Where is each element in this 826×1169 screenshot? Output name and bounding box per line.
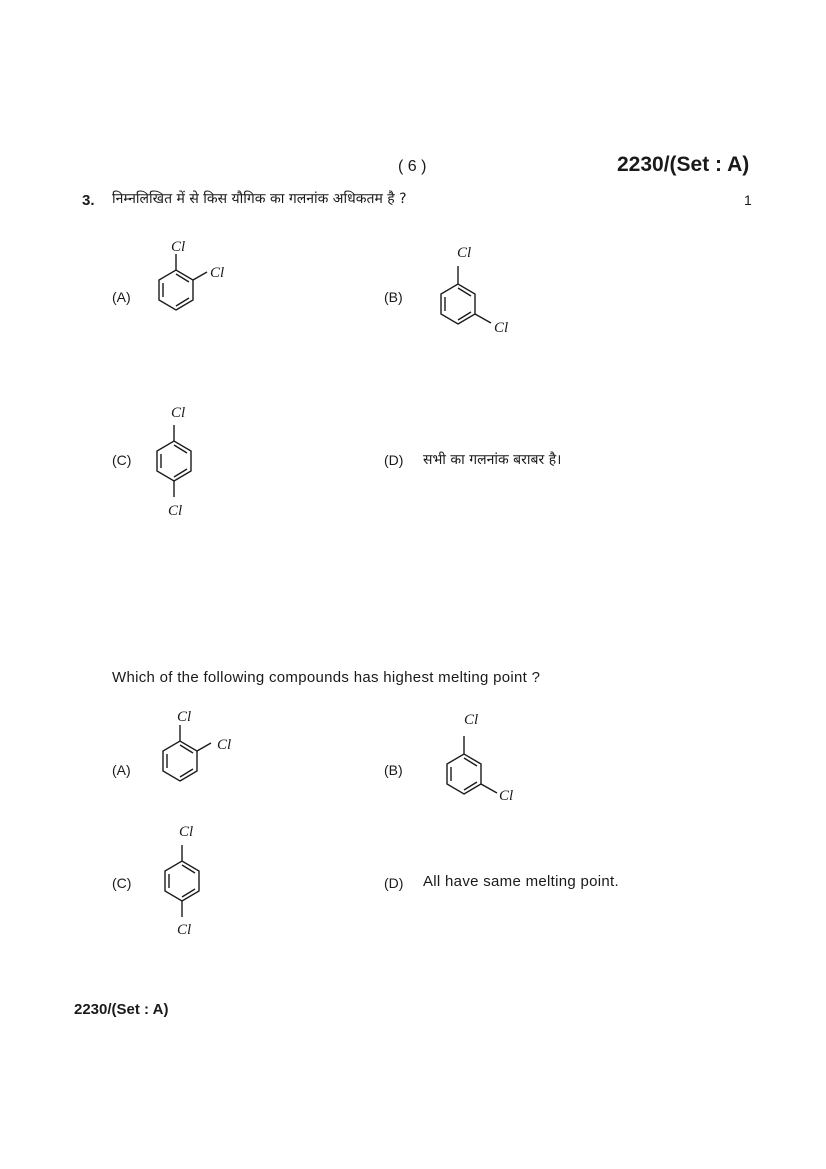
cl-label: Cl [499,788,514,804]
english-option-c-label: (C) [112,875,132,891]
cl-label: Cl [210,265,225,281]
english-option-a-label: (A) [112,762,131,778]
cl-label: Cl [494,320,509,336]
cl-label: Cl [179,824,194,840]
set-code-header: 2230/(Set : A) [617,153,750,176]
hindi-option-a-label: (A) [112,289,131,305]
cl-label: Cl [168,503,183,519]
english-option-d-text: All have same melting point. [423,873,619,890]
question-marks: 1 [744,192,752,208]
hindi-option-b-label: (B) [384,289,403,305]
english-option-d-label: (D) [384,875,404,891]
page-number: ( 6 ) [398,158,427,175]
english-option-b-label: (B) [384,762,403,778]
cl-label: Cl [177,709,192,725]
hindi-option-d-label: (D) [384,452,404,468]
hindi-option-d-text: सभी का गलनांक बराबर है। [423,452,562,468]
cl-label: Cl [457,245,472,261]
cl-label: Cl [464,712,479,728]
cl-label: Cl [171,239,186,255]
cl-label: Cl [217,737,232,753]
english-option-b-meta-dichlorobenzene [426,710,536,810]
english-option-c-para-dichlorobenzene [148,820,238,944]
question-text-hindi: निम्नलिखित में से किस यौगिक का गलनांक अधिकतम है ? [112,191,407,207]
cl-label: Cl [177,922,192,938]
english-option-a-ortho-dichlorobenzene [144,707,254,797]
cl-label: Cl [171,405,186,421]
hindi-option-c-para-dichlorobenzene [140,400,230,524]
question-number: 3. [82,192,95,209]
set-code-footer: 2230/(Set : A) [74,1001,169,1018]
hindi-option-c-label: (C) [112,452,132,468]
hindi-option-a-ortho-dichlorobenzene [140,236,250,326]
question-text-english: Which of the following compounds has highest melting point ? [112,669,541,686]
hindi-option-b-meta-dichlorobenzene [420,240,530,340]
